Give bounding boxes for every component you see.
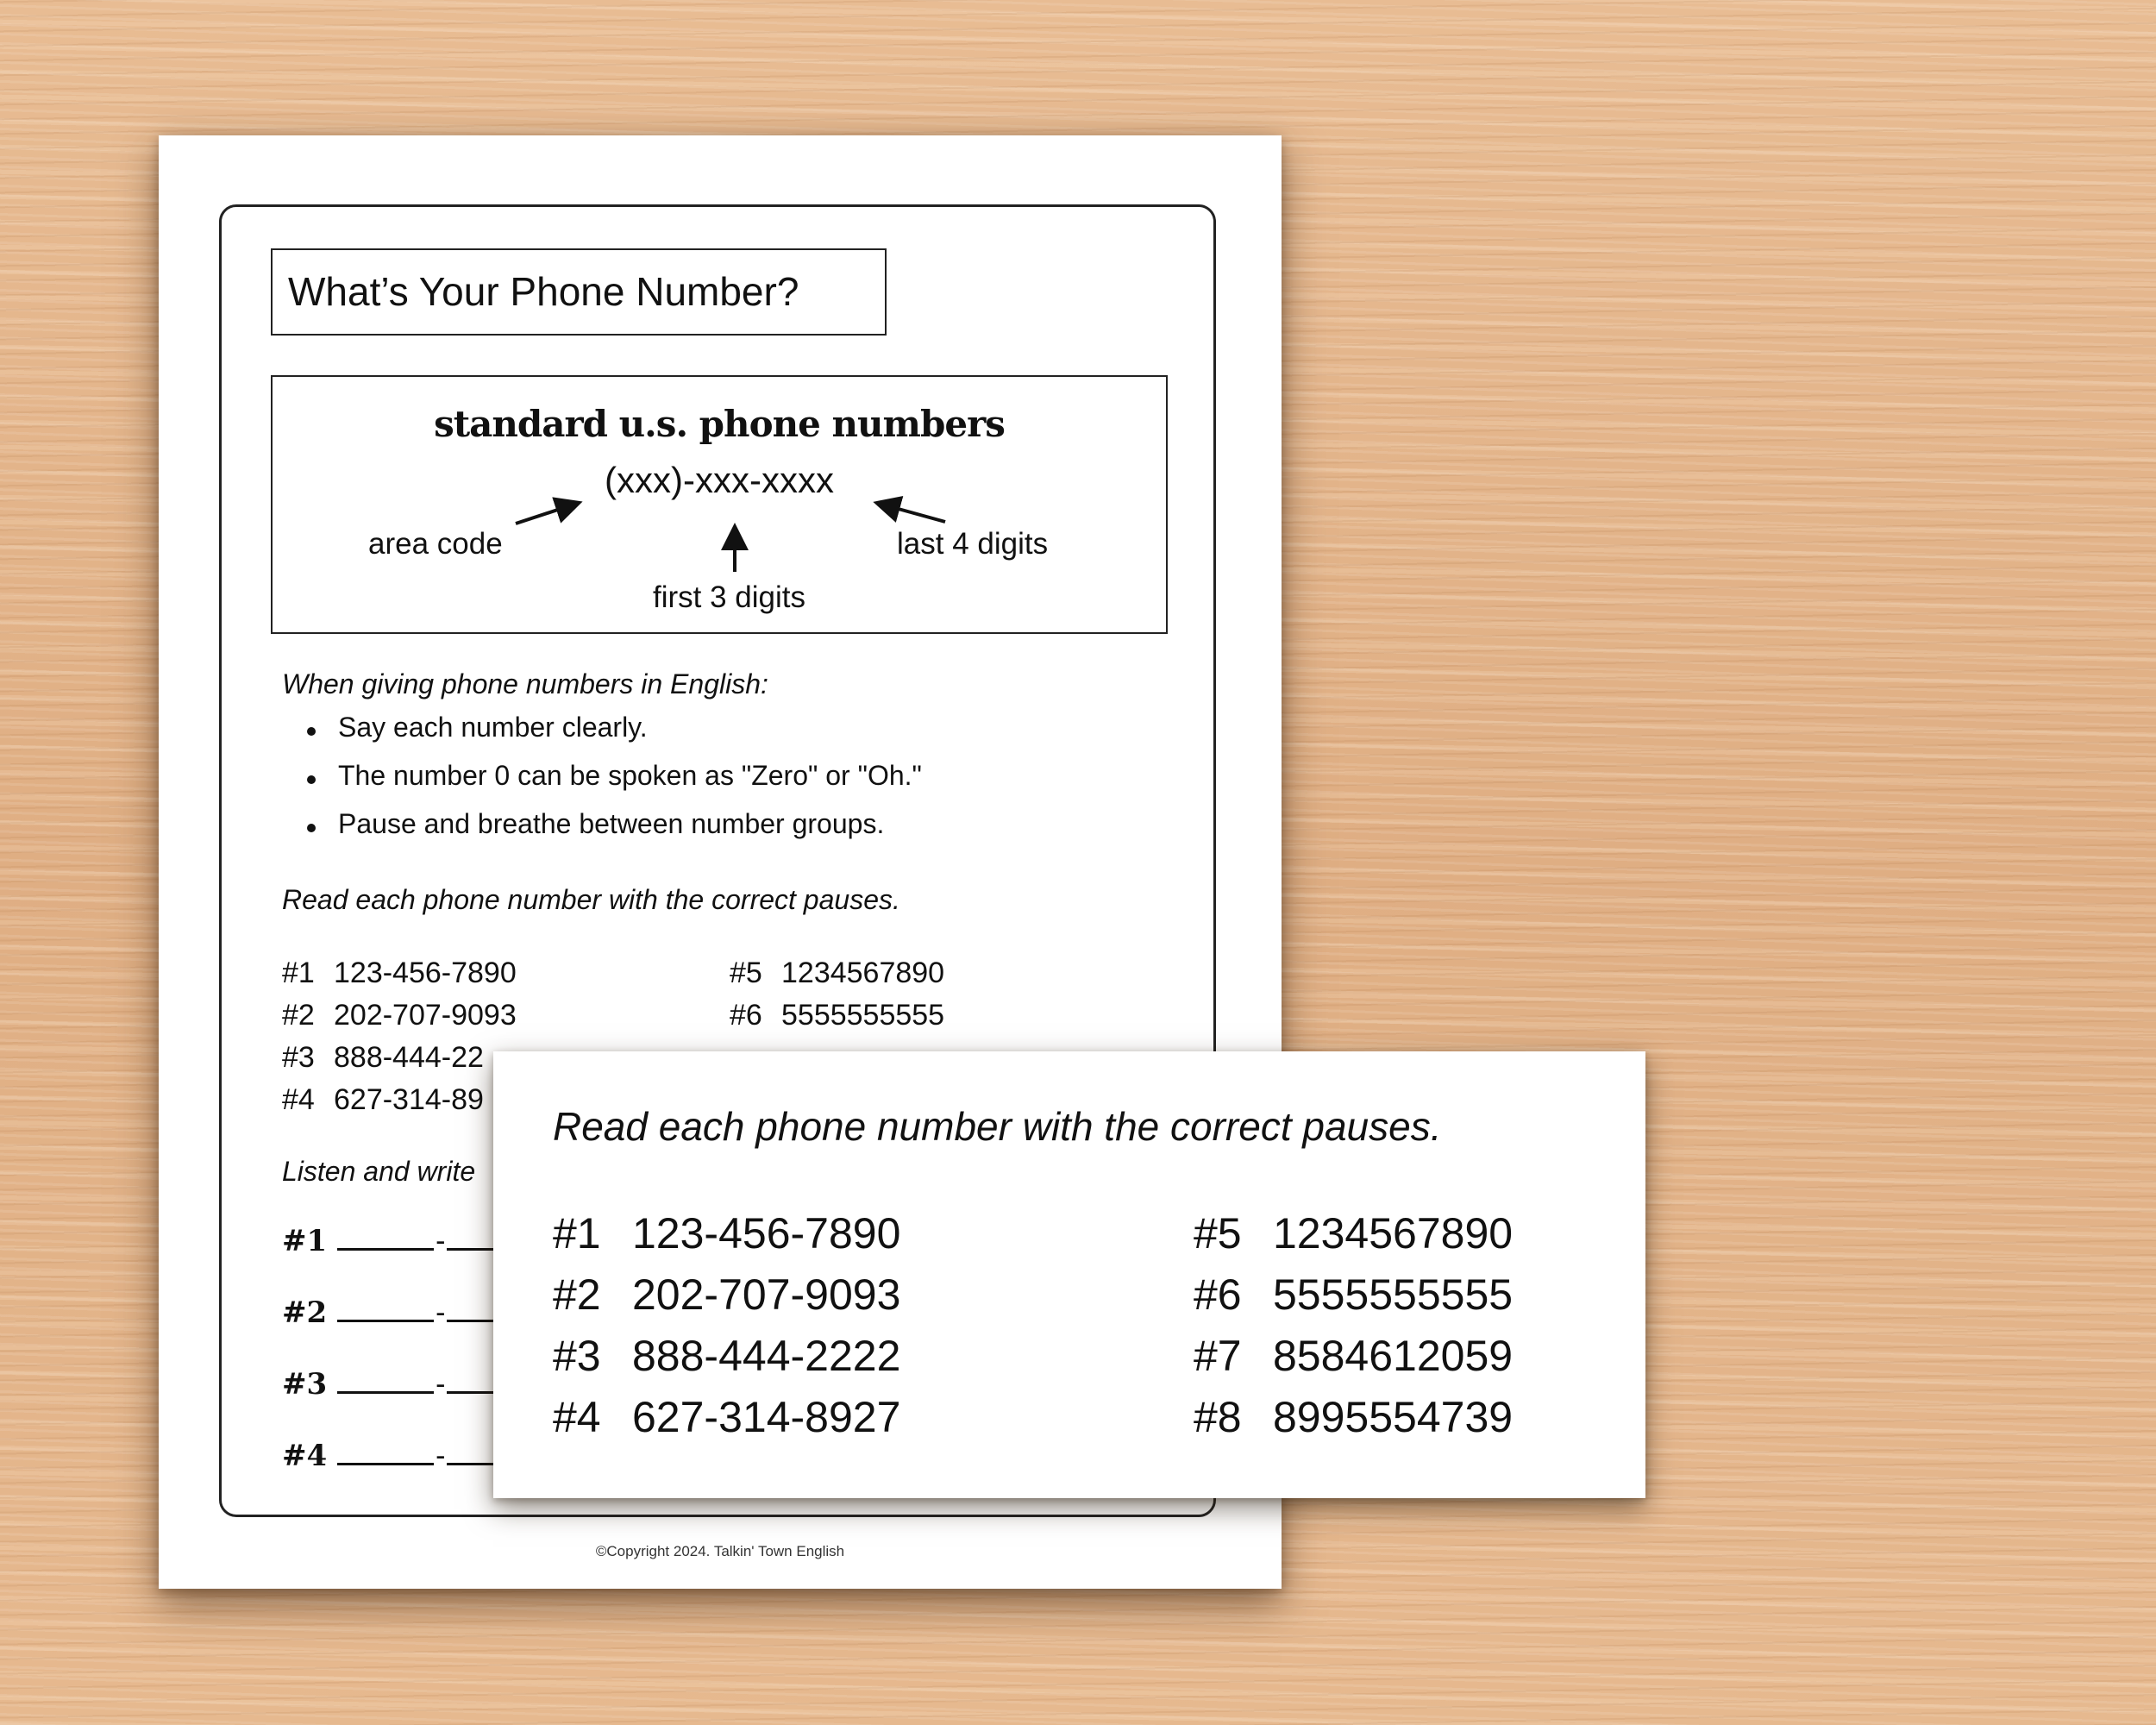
answer-blank[interactable] xyxy=(447,1439,498,1465)
list-item xyxy=(282,957,517,999)
number-label: #1 xyxy=(553,1209,601,1258)
listen-instruction: Listen and write xyxy=(282,1156,476,1187)
list-item xyxy=(553,1392,900,1453)
phone-number: 5555555555 xyxy=(781,999,945,1032)
area-code-arrow xyxy=(516,504,576,524)
tips-list xyxy=(304,712,922,856)
number-label: #6 xyxy=(1194,1270,1242,1319)
answer-label: #1 xyxy=(282,1224,328,1258)
number-label: #5 xyxy=(730,957,762,989)
phone-number: 888-444-22 xyxy=(334,1041,484,1074)
answer-blank[interactable] xyxy=(337,1224,434,1251)
answer-row xyxy=(282,1295,498,1330)
list-item xyxy=(553,1331,900,1392)
numbers-left-column xyxy=(282,957,517,1126)
answer-blank[interactable] xyxy=(447,1295,498,1322)
number-label: #6 xyxy=(730,999,762,1032)
zoom-right-column xyxy=(1194,1208,1513,1453)
zoom-left-column xyxy=(553,1208,900,1453)
phone-number: 8995554739 xyxy=(1273,1393,1514,1441)
answer-label: #4 xyxy=(282,1439,328,1473)
phone-number: 123-456-7890 xyxy=(632,1209,901,1258)
number-label: #1 xyxy=(282,957,315,989)
last-digits-arrow xyxy=(880,504,945,522)
phone-number: 627-314-8927 xyxy=(632,1393,901,1441)
number-label: #7 xyxy=(1194,1332,1242,1380)
first-digits-label: first 3 digits xyxy=(653,580,805,614)
read-instruction: Read each phone number with the correct pauses. xyxy=(282,884,900,915)
list-item: Say each number clearly. xyxy=(304,712,922,760)
standard-format-box xyxy=(271,375,1168,634)
answer-dash: - xyxy=(436,1440,446,1472)
phone-number: 202-707-9093 xyxy=(334,999,517,1032)
list-item xyxy=(1194,1208,1513,1270)
list-item xyxy=(553,1208,900,1270)
phone-number: 1234567890 xyxy=(1273,1209,1514,1258)
number-label: #2 xyxy=(282,999,315,1032)
phone-number: 888-444-2222 xyxy=(632,1332,901,1380)
answer-dash: - xyxy=(436,1296,446,1329)
phone-number: 627-314-89 xyxy=(334,1083,484,1116)
standard-format-heading: standard u.s. phone numbers xyxy=(434,403,1005,445)
phone-number: 8584612059 xyxy=(1273,1332,1514,1380)
answer-row xyxy=(282,1224,498,1258)
number-label: #8 xyxy=(1194,1393,1242,1441)
phone-format: (xxx)-xxx-xxxx xyxy=(605,460,834,500)
answer-label: #2 xyxy=(282,1295,328,1330)
list-item xyxy=(553,1270,900,1331)
list-item xyxy=(1194,1270,1513,1331)
list-item xyxy=(282,1041,517,1083)
number-label: #4 xyxy=(282,1083,315,1116)
list-item: Pause and breathe between number groups. xyxy=(304,808,922,856)
copyright-text: ©Copyright 2024. Talkin' Town English xyxy=(595,1543,845,1559)
answer-dash: - xyxy=(436,1368,446,1401)
list-item xyxy=(282,999,517,1041)
number-label: #3 xyxy=(553,1332,601,1380)
answer-blank[interactable] xyxy=(337,1295,434,1322)
answer-blank[interactable] xyxy=(337,1439,434,1465)
numbers-right-column xyxy=(730,957,944,1041)
answer-blank[interactable] xyxy=(337,1367,434,1394)
number-label: #2 xyxy=(553,1270,601,1319)
intro-text: When giving phone numbers in English: xyxy=(282,668,768,699)
answer-blank[interactable] xyxy=(447,1224,498,1251)
number-label: #4 xyxy=(553,1393,601,1441)
zoom-card xyxy=(493,1051,1645,1498)
phone-number: 123-456-7890 xyxy=(334,957,517,989)
worksheet-title: What’s Your Phone Number? xyxy=(271,248,887,336)
list-item: The number 0 can be spoken as "Zero" or "Oh." xyxy=(304,760,922,808)
phone-number: 202-707-9093 xyxy=(632,1270,901,1319)
area-code-label: area code xyxy=(368,527,503,561)
list-item xyxy=(1194,1331,1513,1392)
phone-number: 1234567890 xyxy=(781,957,945,989)
number-label: #5 xyxy=(1194,1209,1242,1258)
number-label: #3 xyxy=(282,1041,315,1074)
answer-row xyxy=(282,1439,498,1473)
answer-row xyxy=(282,1367,498,1402)
list-item xyxy=(1194,1392,1513,1453)
answer-dash: - xyxy=(436,1225,446,1258)
answer-label: #3 xyxy=(282,1367,328,1402)
list-item xyxy=(730,957,944,999)
list-item xyxy=(282,1083,517,1126)
last-digits-label: last 4 digits xyxy=(897,527,1049,561)
phone-number: 5555555555 xyxy=(1273,1270,1514,1319)
zoom-instruction: Read each phone number with the correct pauses. xyxy=(553,1104,1442,1149)
list-item xyxy=(730,999,944,1041)
answer-blank[interactable] xyxy=(447,1367,498,1394)
